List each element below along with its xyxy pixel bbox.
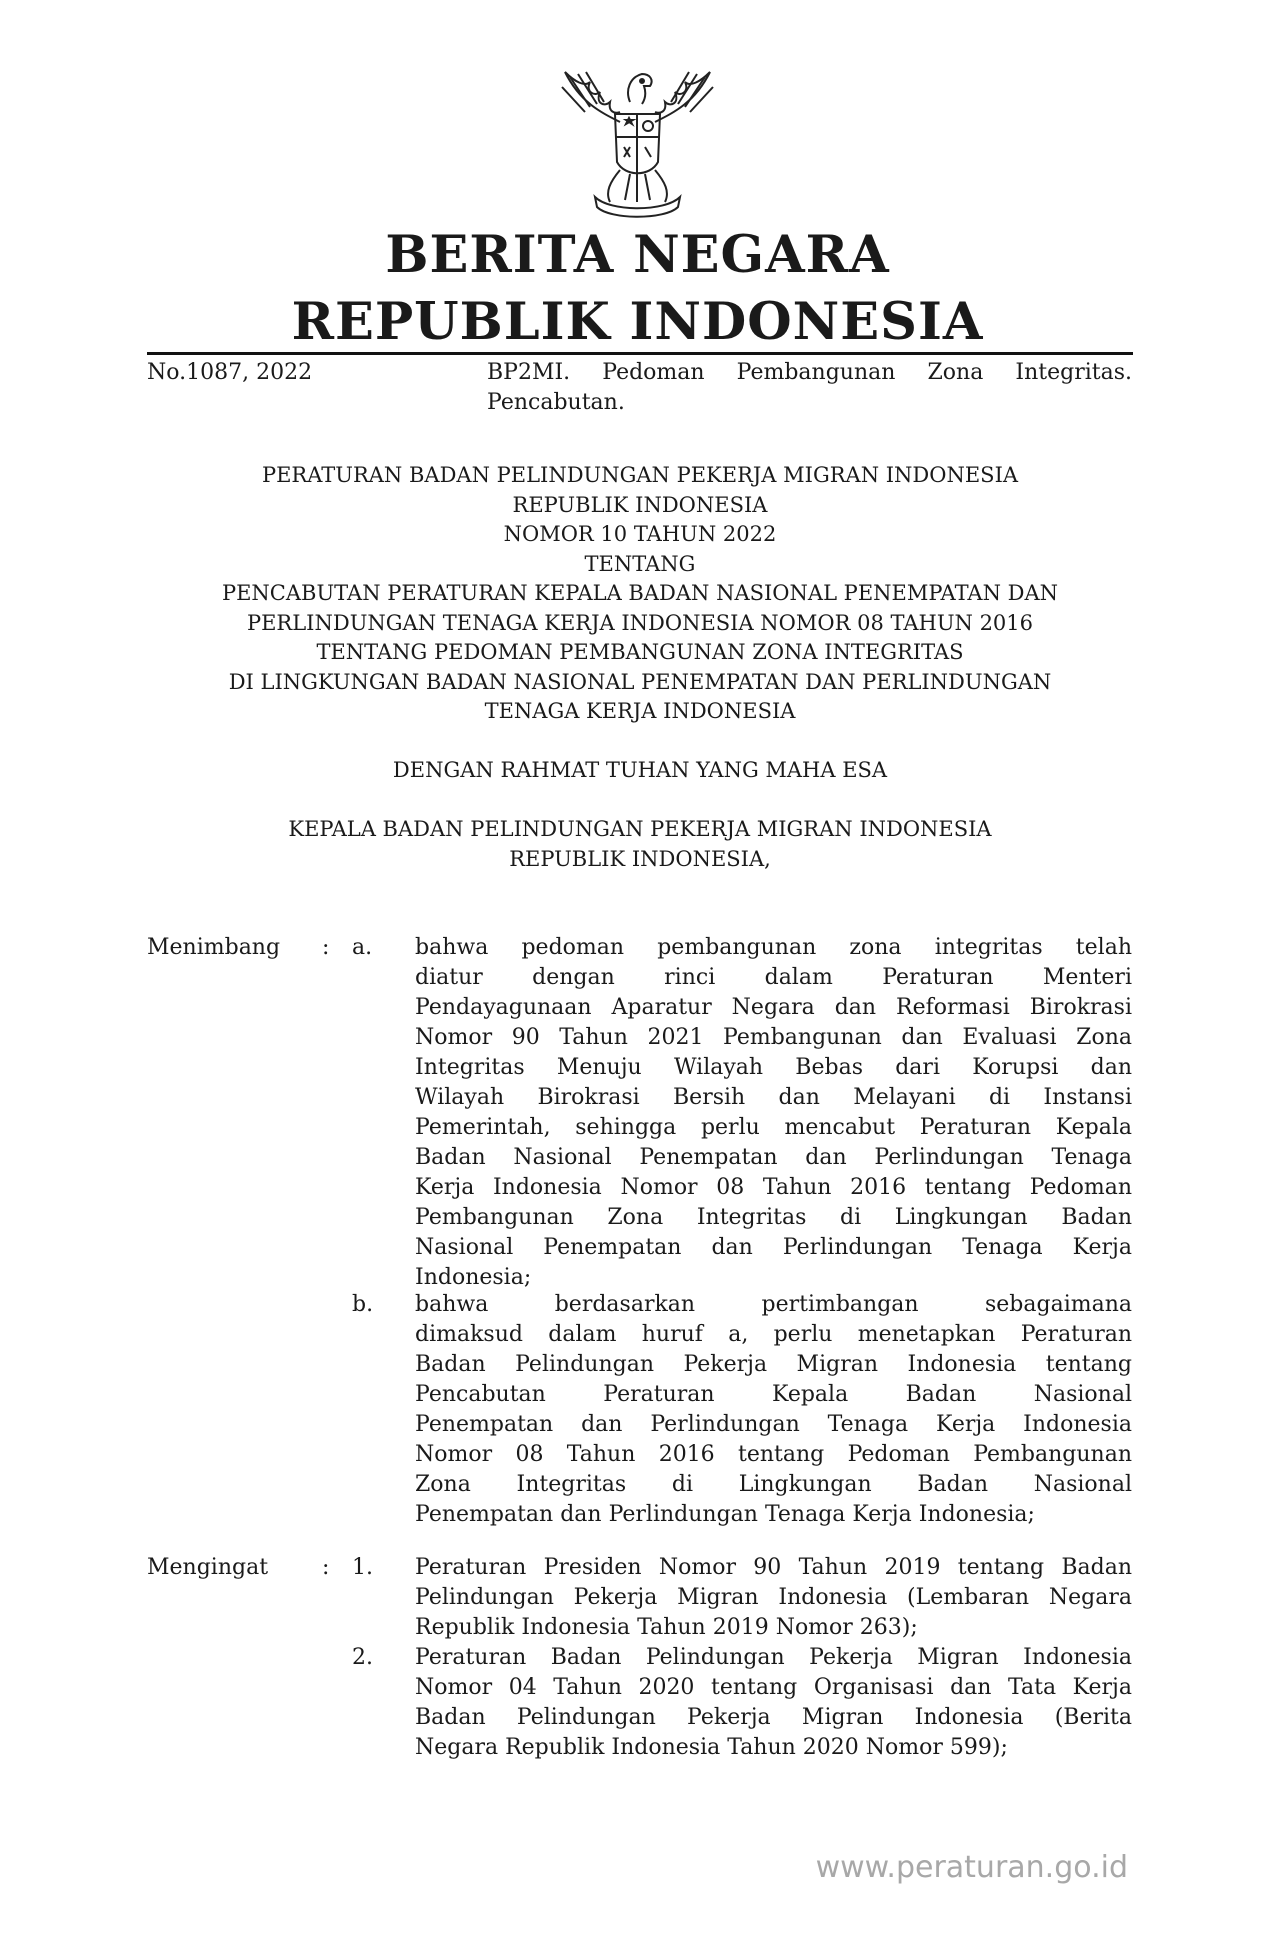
mengingat-item-2 bbox=[415, 1643, 1132, 1763]
title-line: TENTANG PEDOMAN PEMBANGUNAN ZONA INTEGRITAS bbox=[316, 640, 964, 664]
mengingat-colon: : bbox=[322, 1555, 330, 1580]
masthead-subtitle: REPUBLIK INDONESIA bbox=[291, 292, 984, 352]
item-marker: a. bbox=[352, 935, 373, 960]
subject-line: Pencabutan. bbox=[487, 390, 625, 415]
text-line: Badan Nasional Penempatan dan Perlindungan Tenaga bbox=[415, 1145, 1132, 1170]
text-line: Nomor 90 Tahun 2021 Pembangunan dan Evaluasi Zona bbox=[415, 1025, 1132, 1050]
text-line: Penempatan dan Perlindungan Tenaga Kerja Indonesia; bbox=[415, 1502, 1035, 1527]
text-line: Wilayah Birokrasi Bersih dan Melayani di Instansi bbox=[415, 1085, 1132, 1110]
item-marker: 1. bbox=[352, 1555, 373, 1580]
text-line: Peraturan Presiden Nomor 90 Tahun 2019 tentang Badan bbox=[415, 1555, 1132, 1580]
title-line: REPUBLIK INDONESIA bbox=[512, 492, 768, 517]
kepala-line: REPUBLIK INDONESIA, bbox=[509, 846, 771, 871]
title-line: PERATURAN BADAN PELINDUNGAN PEKERJA MIGRAN INDONESIA bbox=[261, 463, 1019, 487]
text-line: Badan Pelindungan Pekerja Migran Indonesia tentang bbox=[415, 1352, 1132, 1377]
text-line: Republik Indonesia Tahun 2019 Nomor 263); bbox=[415, 1615, 918, 1640]
subject-line: BP2MI. Pedoman Pembangunan Zona Integritas. bbox=[487, 360, 1132, 385]
text-line: Pendayagunaan Aparatur Negara dan Reformasi Birokrasi bbox=[415, 995, 1132, 1020]
kepala-line: KEPALA BADAN PELINDUNGAN PEKERJA MIGRAN INDONESIA bbox=[288, 817, 992, 841]
menimbang-label: Menimbang bbox=[147, 935, 281, 960]
mengingat-item-1 bbox=[415, 1553, 1132, 1643]
footer-url: www.peraturan.go.id bbox=[815, 1850, 1128, 1885]
menimbang-item-b bbox=[415, 1290, 1132, 1530]
title-line: TENTANG bbox=[584, 551, 696, 576]
title-line: NOMOR 10 TAHUN 2022 bbox=[503, 522, 777, 546]
text-line: Badan Pelindungan Pekerja Migran Indonesia (Berita bbox=[415, 1705, 1132, 1730]
text-line: Peraturan Badan Pelindungan Pekerja Migran Indonesia bbox=[415, 1645, 1132, 1670]
title-line: DI LINGKUNGAN BADAN NASIONAL PENEMPATAN DAN PERLINDUNGAN bbox=[228, 669, 1052, 694]
rahmat-line: DENGAN RAHMAT TUHAN YANG MAHA ESA bbox=[392, 758, 888, 782]
gazette-subject bbox=[487, 358, 1132, 418]
item-marker: b. bbox=[352, 1292, 374, 1317]
text-line: Nomor 08 Tahun 2016 tentang Pedoman Pembangunan bbox=[415, 1442, 1132, 1467]
kepala-block bbox=[140, 815, 1140, 874]
text-line: Zona Integritas di Lingkungan Badan Nasional bbox=[415, 1472, 1132, 1497]
garuda-emblem-icon bbox=[550, 52, 725, 222]
text-line: Indonesia; bbox=[415, 1265, 532, 1290]
item-marker: 2. bbox=[352, 1645, 373, 1670]
text-line: Penempatan dan Perlindungan Tenaga Kerja Indonesia bbox=[415, 1412, 1132, 1437]
masthead-title: BERITA NEGARA bbox=[385, 225, 890, 285]
text-line: bahwa berdasarkan pertimbangan sebagaimana bbox=[415, 1292, 1132, 1317]
gazette-number: No.1087, 2022 bbox=[147, 360, 313, 385]
text-line: Nasional Penempatan dan Perlindungan Tenaga Kerja bbox=[415, 1235, 1132, 1260]
text-line: Pencabutan Peraturan Kepala Badan Nasional bbox=[415, 1382, 1132, 1407]
menimbang-colon: : bbox=[322, 935, 330, 960]
text-line: diatur dengan rinci dalam Peraturan Menteri bbox=[415, 965, 1132, 990]
masthead-divider bbox=[147, 352, 1133, 355]
text-line: Negara Republik Indonesia Tahun 2020 Nomor 599); bbox=[415, 1735, 1008, 1760]
text-line: Pelindungan Pekerja Migran Indonesia (Lembaran Negara bbox=[415, 1585, 1132, 1610]
regulation-title bbox=[140, 461, 1140, 727]
mengingat-label: Mengingat bbox=[147, 1555, 269, 1580]
text-line: Pemerintah, sehingga perlu mencabut Peraturan Kepala bbox=[415, 1115, 1132, 1140]
title-line: PERLINDUNGAN TENAGA KERJA INDONESIA NOMOR 08 TAHUN 2016 bbox=[246, 610, 1034, 635]
text-line: bahwa pedoman pembangunan zona integritas telah bbox=[415, 935, 1132, 960]
title-line: TENAGA KERJA INDONESIA bbox=[484, 699, 796, 723]
menimbang-item-a bbox=[415, 933, 1132, 1293]
text-line: Pembangunan Zona Integritas di Lingkungan Badan bbox=[415, 1205, 1132, 1230]
title-line: PENCABUTAN PERATURAN KEPALA BADAN NASIONAL PENEMPATAN DAN bbox=[221, 581, 1059, 605]
text-line: Kerja Indonesia Nomor 08 Tahun 2016 tentang Pedoman bbox=[415, 1175, 1132, 1200]
text-line: Integritas Menuju Wilayah Bebas dari Korupsi dan bbox=[415, 1055, 1132, 1080]
text-line: Nomor 04 Tahun 2020 tentang Organisasi dan Tata Kerja bbox=[415, 1675, 1132, 1700]
text-line: dimaksud dalam huruf a, perlu menetapkan Peraturan bbox=[415, 1322, 1132, 1347]
